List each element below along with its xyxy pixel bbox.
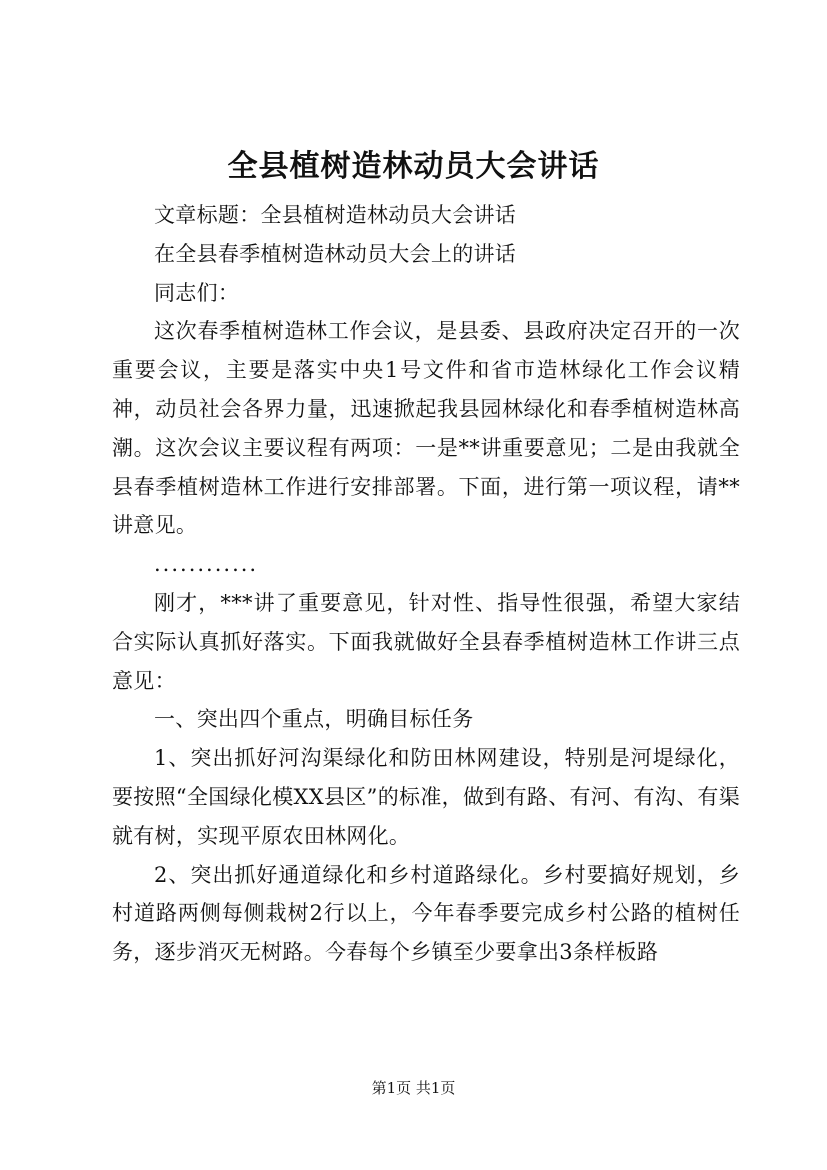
document-body xyxy=(112,196,740,972)
speech-subtitle: 在全县春季植树造林动员大会上的讲话 xyxy=(154,241,517,266)
page-number-footer: 第1页 共1页 xyxy=(371,1079,456,1097)
article-title-line: 文章标题：全县植树造林动员大会讲话 xyxy=(154,203,517,227)
salutation: 同志们： xyxy=(154,280,240,305)
paragraph-point-1: 1、突出抓好河沟渠绿化和防田林网建设，特别是河堤绿化，要按照“全国绿化模XX县区”的标准，做到有路、有河、有沟、有渠就有树，实现平原农田林网化。 xyxy=(112,746,740,848)
paragraph-point-2: 2、突出抓好通道绿化和乡村道路绿化。乡村要搞好规划，乡村道路两侧每侧栽树2行以上，今年春季要完成乡村公路的植树任务，逐步消灭无树路。今春每个乡镇至少要拿出3条样板路 xyxy=(112,862,740,965)
paragraph-intro: 这次春季植树造林工作会议，是县委、县政府决定召开的一次重要会议，主要是落实中央1号文件和省市造林绿化工作会议精神，动员社会各界力量，迅速掀起我县园林绿化和春季植树造林高潮。这次会议主要议程有两项：一是**讲重要意见；二是由我就全县春季植树造林工作进行安排部署。下面，进行第一项议程，请**讲意见。 xyxy=(112,319,740,538)
section-heading-1: 一、突出四个重点，明确目标任务 xyxy=(154,707,474,732)
paragraph-opinions: 刚才，***讲了重要意见，针对性、指导性很强，希望大家结合实际认真抓好落实。下面我就做好全县春季植树造林工作讲三点意见： xyxy=(112,590,740,693)
document-title: 全县植树造林动员大会讲话 xyxy=(227,149,600,184)
ellipsis-separator: ............ xyxy=(154,552,259,577)
